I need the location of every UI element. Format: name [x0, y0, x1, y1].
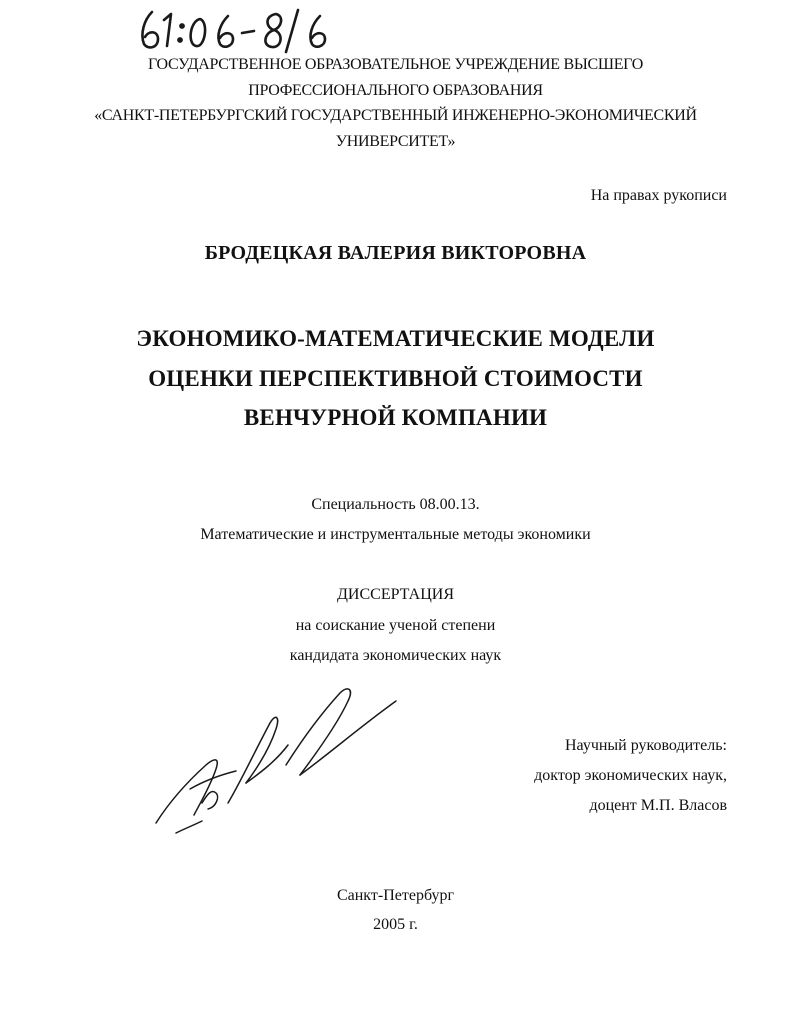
author-signature: [150, 683, 400, 838]
specialty-code: Специальность 08.00.13.: [311, 496, 480, 513]
degree-line-2: кандидата экономических наук: [289, 647, 502, 664]
city: Санкт-Петербург: [336, 887, 455, 904]
supervisor-name: доцент М.П. Власов: [589, 797, 727, 814]
degree-line-1: на соискание ученой степени: [295, 617, 496, 634]
dissertation-label: ДИССЕРТАЦИЯ: [337, 586, 454, 603]
institution-line-2: ПРОФЕССИОНАЛЬНОГО ОБРАЗОВАНИЯ: [248, 82, 543, 99]
supervisor-label: Научный руководитель:: [564, 737, 727, 754]
author-name: БРОДЕЦКАЯ ВАЛЕРИЯ ВИКТОРОВНА: [204, 242, 587, 264]
title-line-1: ЭКОНОМИКО-МАТЕМАТИЧЕСКИЕ МОДЕЛИ: [136, 326, 655, 351]
title-line-2: ОЦЕНКИ ПЕРСПЕКТИВНОЙ СТОИМОСТИ: [148, 366, 643, 391]
year: 2005 г.: [373, 916, 418, 933]
archive-code-handwriting: [138, 6, 368, 54]
institution-line-3: «САНКТ-ПЕТЕРБУРГСКИЙ ГОСУДАРСТВЕННЫЙ ИНЖЕНЕРНО-ЭКОНОМИЧЕСКИЙ: [94, 107, 697, 124]
institution-line-4: УНИВЕРСИТЕТ»: [335, 133, 456, 150]
supervisor-degree: доктор экономических наук,: [534, 767, 727, 784]
manuscript-note: На правах рукописи: [590, 187, 727, 204]
title-line-3: ВЕНЧУРНОЙ КОМПАНИИ: [243, 405, 548, 430]
specialty-name: Математические и инструментальные методы экономики: [200, 526, 591, 543]
institution-line-1: ГОСУДАРСТВЕННОЕ ОБРАЗОВАТЕЛЬНОЕ УЧРЕЖДЕНИЕ ВЫСШЕГО: [148, 56, 643, 73]
